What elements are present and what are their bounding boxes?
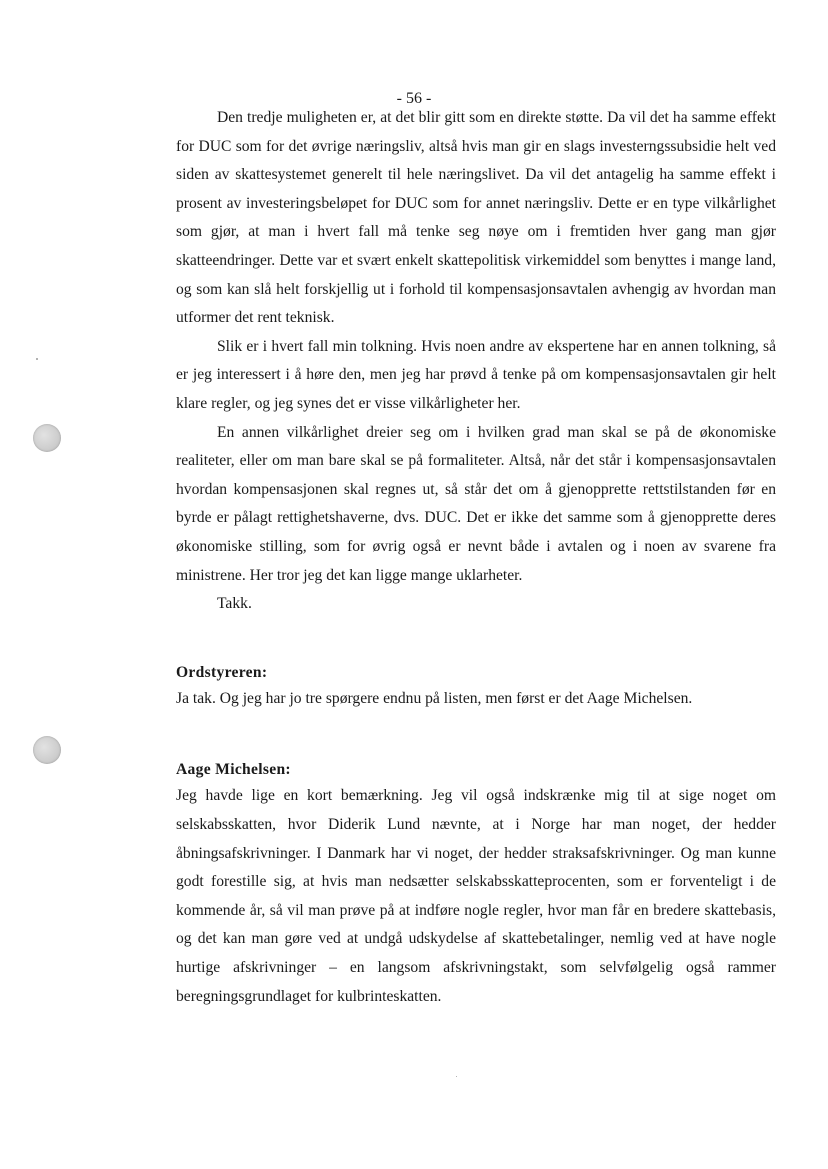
paragraph-thanks: Takk. [217,595,252,613]
scan-speck [36,358,38,360]
speaker-chair-text: Ja tak. Og jeg har jo tre spørgere endnu på listen, men først er det Aage Michelsen. [176,690,693,708]
paragraph-economic-realities: En annen vilkårlighet dreier seg om i hvilken grad man skal se på de økonomiske realiteter, eller om man bare skal se på formaliteter. Altså, når det står i kompensasjonsavtalen hvordan kompensasjonen skal regnes ut, så står det om å gjenopprette rettstilstanden før en byrde er pålagt rettighetshaverne, dvs. DUC. Det er ikke det samme som å gjenopprette deres økonomiske stilling, som for øvrig også er nevnt både i avtalen og i noen av svarene fra ministrene. Her tror jeg det kan ligge mange uklarheter. [176,423,776,584]
speaker-chair-name: Ordstyreren: [176,663,268,681]
paragraph-interpretation: Slik er i hvert fall min tolkning. Hvis noen andre av ekspertene har en annen tolkning, så er jeg interessert i å høre den, men jeg har prøvd å tenke på om kompensasjonsavtalen gir helt klare regler, og jeg synes det er visse vilkårligheter her. [176,337,776,412]
speaker-michelsen-name: Aage Michelsen: [176,760,291,778]
punch-hole-bottom [33,736,61,764]
paragraph-direct-support: Den tredje muligheten er, at det blir gitt som en direkte støtte. Da vil det ha samme effekt for DUC som for det øvrige næringsliv, altså hvis man gir en slags investerngssubsidie helt ved siden av skattesystemet generelt til hele næringslivet. Da vil det antagelig ha samme effekt i prosent av investeringsbeløpet for DUC som for annet næringsliv. Dette er en type vilkårlighet som gjør, at man i hvert fall må tenke seg nøye om i fremtiden hver gang man gjør skatteendringer. Dette var et svært enkelt skattepolitisk virkemiddel som benyttes i mange land, og som kan slå helt forskjellig ut i forhold til kompensasjonsavtalen avhengig av hvordan man utformer det rent teknisk. [176,109,776,327]
punch-hole-top [33,424,61,452]
section-gap [176,619,776,659]
document-body [176,104,776,1011]
speaker-michelsen-text: Jeg havde lige en kort bemærkning. Jeg vil også indskrænke mig til at sige noget om selskabsskatten, hvor Diderik Lund nævnte, at i Norge har man noget, der hedder åbningsafskrivninger. I Danmark har vi noget, der hedder straksafskrivninger. Og man kunne godt forestille sig, at hvis man nedsætter selskabsskatteprocenten, som er forventeligt i de kommende år, så vil man prøve på at indføre nogle regler, hvor man får en bredere skattebasis, og det kan man gøre ved at undgå udskydelse af skattebetalinger, nemlig ved at have nogle hurtige afskrivninger – en langsom afskrivningstakt, som selvfølgelig også rammer beregningsgrundlaget for kulbrinteskatten. [176,787,776,1005]
scan-speck [456,1076,457,1077]
page-number: - 56 - [396,90,432,107]
section-gap [176,714,776,756]
